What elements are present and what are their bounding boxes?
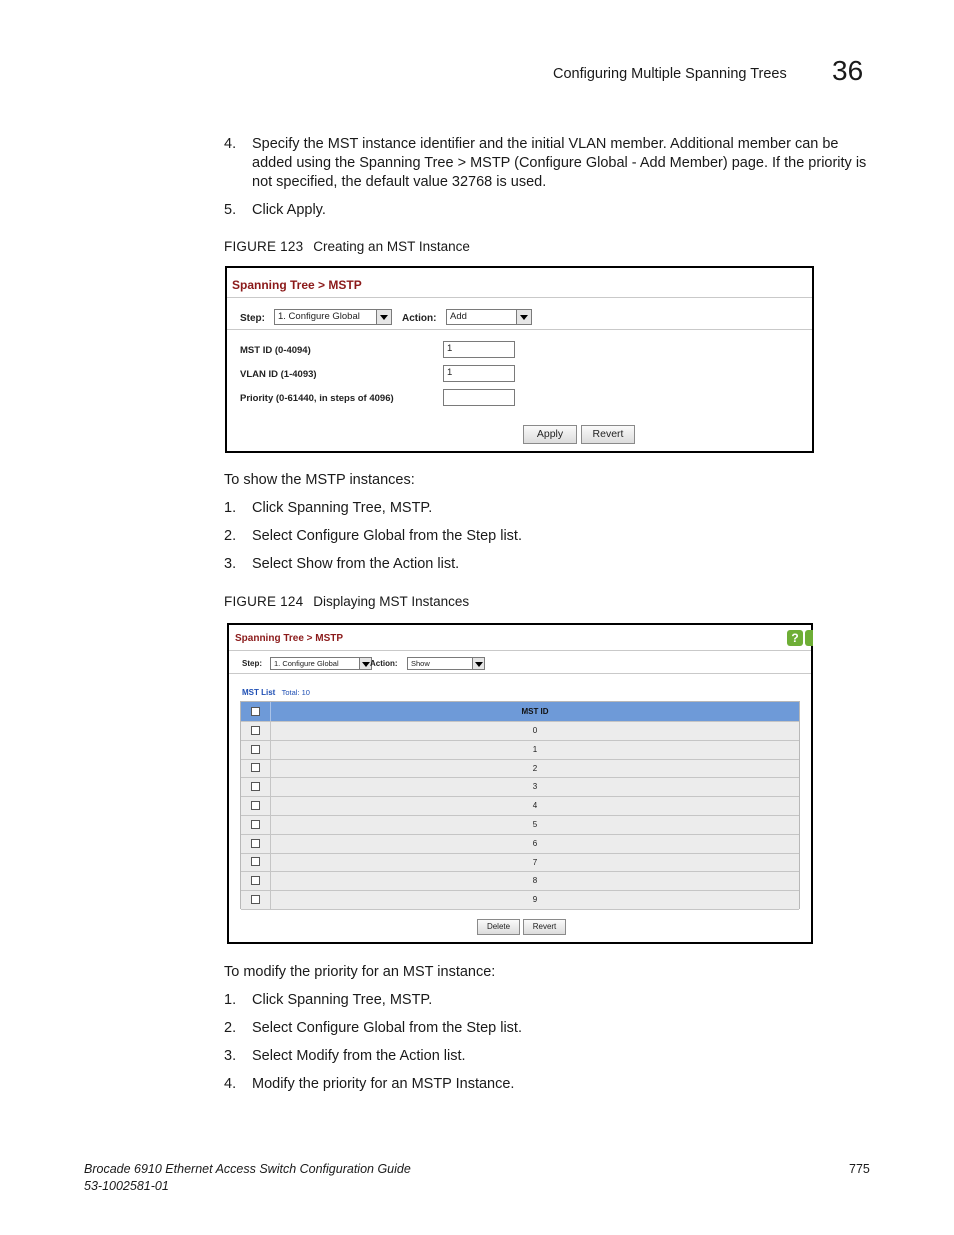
mst-id-label: MST ID (0-4094) bbox=[240, 345, 311, 356]
table-row bbox=[241, 760, 799, 779]
revert-button[interactable]: Revert bbox=[581, 425, 635, 444]
mst-id-cell: 3 bbox=[532, 782, 538, 792]
step-number: 5. bbox=[224, 202, 237, 218]
table-row bbox=[241, 741, 799, 760]
title-divider bbox=[227, 297, 812, 298]
table-row bbox=[241, 854, 799, 873]
mst-id-cell: 8 bbox=[532, 876, 538, 886]
row-checkbox[interactable] bbox=[251, 726, 260, 735]
step-text: Select Show from the Action list. bbox=[252, 556, 460, 572]
show-step-1 bbox=[224, 499, 874, 519]
table-row bbox=[241, 891, 799, 910]
step-select[interactable] bbox=[274, 309, 392, 325]
row-checkbox[interactable] bbox=[251, 876, 260, 885]
figure-124-screenshot bbox=[227, 623, 813, 944]
step-text: Specify the MST instance identifier and the initial VLAN member. Additional member can be added using the Spanning Tree > MSTP (Configure Global - Add Member) page. If the priority is not specified, the default value 32768 is used. bbox=[252, 136, 867, 190]
mst-id-cell: 0 bbox=[532, 726, 538, 735]
show-intro: To show the MSTP instances: bbox=[224, 472, 415, 488]
table-row bbox=[241, 778, 799, 797]
toolbar-divider bbox=[229, 673, 811, 674]
row-select-cell bbox=[241, 891, 271, 909]
row-checkbox[interactable] bbox=[251, 801, 260, 810]
row-select-cell bbox=[241, 872, 271, 890]
step-number: 1. bbox=[224, 992, 237, 1008]
modify-intro: To modify the priority for an MST instance: bbox=[224, 964, 496, 980]
figure-123-screenshot bbox=[225, 266, 814, 453]
row-select-cell bbox=[241, 722, 271, 740]
list-title: MST List bbox=[242, 688, 276, 697]
step-text: Click Spanning Tree, MSTP. bbox=[252, 500, 433, 516]
vlan-id-label: VLAN ID (1-4093) bbox=[240, 369, 317, 380]
figure-title: Displaying MST Instances bbox=[313, 594, 470, 609]
select-all-checkbox[interactable] bbox=[251, 707, 260, 716]
step-number: 2. bbox=[224, 1020, 237, 1036]
step-number: 2. bbox=[224, 528, 237, 544]
figure-label: FIGURE 124 bbox=[224, 594, 304, 609]
modify-step-3 bbox=[224, 1047, 874, 1067]
priority-label: Priority (0-61440, in steps of 4096) bbox=[240, 393, 394, 404]
row-select-cell bbox=[241, 760, 271, 778]
step-number: 3. bbox=[224, 556, 237, 572]
step-text: Select Modify from the Action list. bbox=[252, 1048, 466, 1064]
action-select-value: Show bbox=[411, 659, 430, 668]
row-checkbox[interactable] bbox=[251, 839, 260, 848]
table-row bbox=[241, 835, 799, 854]
footer-doc-title: Brocade 6910 Ethernet Access Switch Configuration Guide bbox=[84, 1162, 411, 1176]
step-number: 4. bbox=[224, 1076, 237, 1092]
show-step-2 bbox=[224, 527, 874, 547]
row-select-cell bbox=[241, 778, 271, 796]
step-label: Step: bbox=[242, 659, 262, 668]
table-row bbox=[241, 722, 799, 741]
chevron-down-icon[interactable] bbox=[516, 310, 531, 324]
footer-page-number: 775 bbox=[849, 1162, 870, 1176]
table-row bbox=[241, 872, 799, 891]
step-select[interactable] bbox=[270, 657, 372, 670]
mst-id-cell: 6 bbox=[532, 838, 538, 848]
mst-id-input[interactable] bbox=[443, 341, 515, 358]
row-select-cell bbox=[241, 797, 271, 815]
mst-id-cell: 7 bbox=[532, 857, 538, 867]
table-row bbox=[241, 797, 799, 816]
step-text: Click Spanning Tree, MSTP. bbox=[252, 992, 433, 1008]
show-step-3 bbox=[224, 555, 874, 575]
figure-title: Creating an MST Instance bbox=[313, 239, 470, 254]
step-number: 4. bbox=[224, 136, 237, 152]
mst-list-table bbox=[240, 701, 800, 909]
step-select-value: 1. Configure Global bbox=[274, 659, 339, 668]
step-select-value: 1. Configure Global bbox=[278, 311, 360, 322]
column-header-mst-id: MST ID bbox=[521, 707, 549, 716]
vlan-id-value: 1 bbox=[447, 367, 453, 378]
step-number: 3. bbox=[224, 1048, 237, 1064]
table-row bbox=[241, 816, 799, 835]
priority-input[interactable] bbox=[443, 389, 515, 406]
row-checkbox[interactable] bbox=[251, 857, 260, 866]
action-label: Action: bbox=[402, 313, 437, 324]
step-number: 1. bbox=[224, 500, 237, 516]
mst-id-cell: 9 bbox=[532, 895, 538, 905]
chevron-down-icon[interactable] bbox=[472, 658, 484, 669]
action-select[interactable] bbox=[446, 309, 532, 325]
modify-step-1 bbox=[224, 991, 874, 1011]
step-text: Select Configure Global from the Step list. bbox=[252, 528, 522, 544]
figure-124-caption bbox=[224, 594, 469, 609]
mst-list-heading bbox=[242, 688, 310, 697]
revert-button[interactable]: Revert bbox=[523, 919, 566, 935]
mst-id-cell: 2 bbox=[532, 763, 538, 773]
table-header-row bbox=[241, 702, 799, 722]
title-divider bbox=[229, 650, 811, 651]
figure-label: FIGURE 123 bbox=[224, 239, 304, 254]
action-select[interactable] bbox=[407, 657, 485, 670]
panel-title: Spanning Tree > MSTP bbox=[235, 633, 344, 644]
toolbar-divider bbox=[227, 329, 812, 330]
step-5 bbox=[224, 201, 874, 221]
row-select-cell bbox=[241, 854, 271, 872]
vlan-id-input[interactable] bbox=[443, 365, 515, 382]
action-label: Action: bbox=[370, 659, 398, 668]
mst-id-cell: 4 bbox=[532, 801, 538, 811]
row-checkbox[interactable] bbox=[251, 763, 260, 772]
apply-button[interactable]: Apply bbox=[523, 425, 577, 444]
delete-button[interactable]: Delete bbox=[477, 919, 520, 935]
action-select-value: Add bbox=[450, 311, 467, 322]
modify-step-4 bbox=[224, 1075, 874, 1095]
refresh-icon[interactable] bbox=[805, 630, 813, 646]
step-text: Modify the priority for an MSTP Instance. bbox=[252, 1076, 515, 1092]
mst-id-cell: 5 bbox=[532, 820, 538, 829]
mst-id-cell: 1 bbox=[532, 744, 538, 754]
chapter-number: 36 bbox=[832, 55, 864, 86]
panel-title: Spanning Tree > MSTP bbox=[232, 278, 362, 292]
row-checkbox[interactable] bbox=[251, 782, 260, 791]
select-all-cell bbox=[241, 702, 271, 721]
row-checkbox[interactable] bbox=[251, 820, 260, 829]
step-4 bbox=[224, 135, 874, 195]
row-select-cell bbox=[241, 816, 271, 834]
row-checkbox[interactable] bbox=[251, 895, 260, 904]
footer-doc-number: 53-1002581-01 bbox=[84, 1179, 169, 1193]
row-select-cell bbox=[241, 741, 271, 759]
chevron-down-icon[interactable] bbox=[376, 310, 391, 324]
step-label: Step: bbox=[240, 313, 265, 324]
modify-step-2 bbox=[224, 1019, 874, 1039]
row-select-cell bbox=[241, 835, 271, 853]
help-icon[interactable]: ? bbox=[787, 630, 803, 646]
mst-id-value: 1 bbox=[447, 343, 453, 354]
step-text: Select Configure Global from the Step list. bbox=[252, 1020, 522, 1036]
step-text: Click Apply. bbox=[252, 202, 326, 218]
figure-123-caption bbox=[224, 239, 470, 254]
list-total: Total: 10 bbox=[281, 688, 310, 697]
section-title: Configuring Multiple Spanning Trees bbox=[553, 66, 787, 82]
row-checkbox[interactable] bbox=[251, 745, 260, 754]
